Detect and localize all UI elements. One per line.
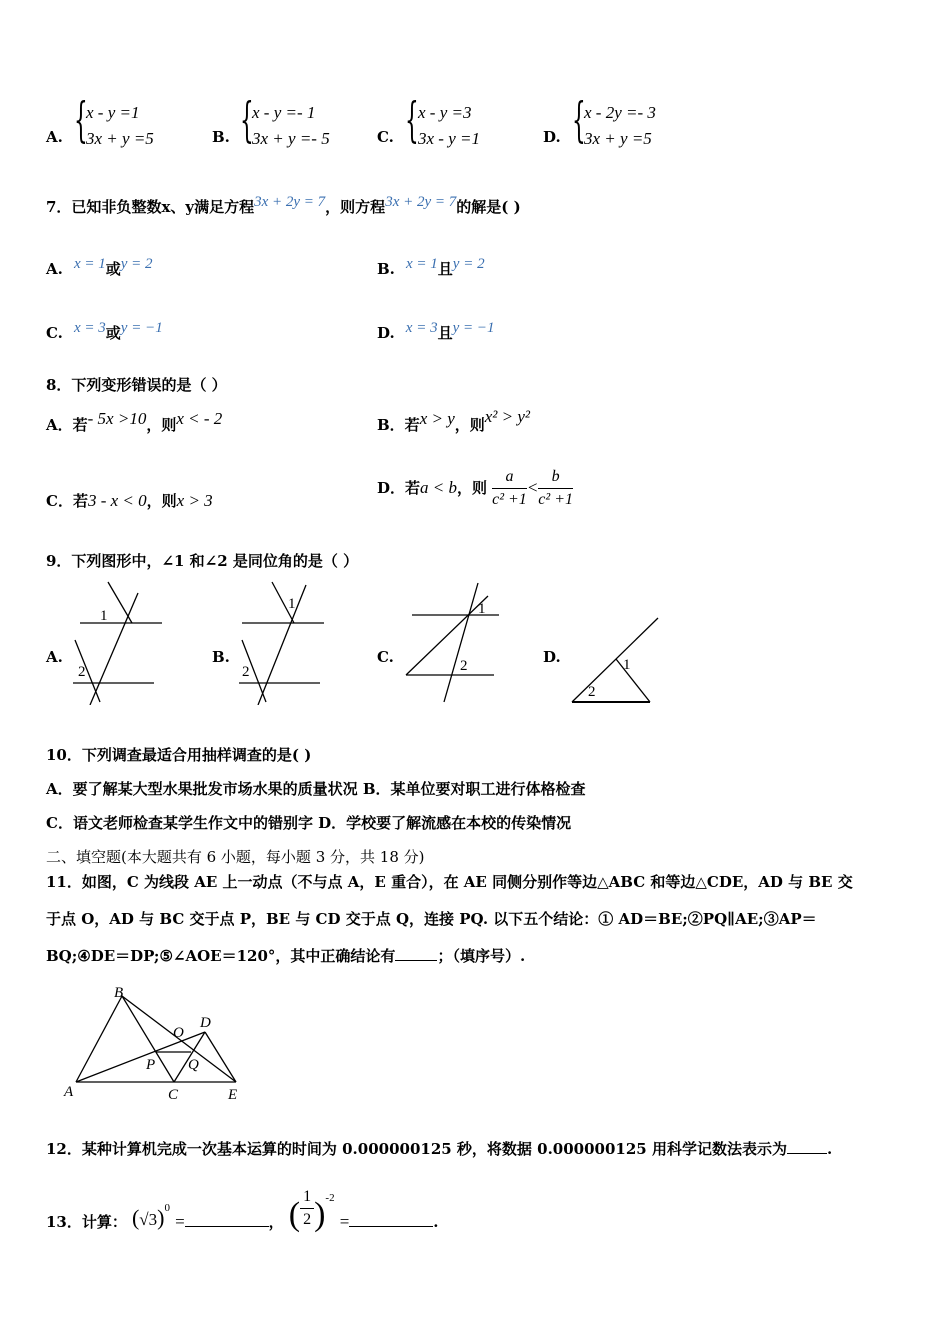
q8-option-a-result: x < - 2 xyxy=(176,409,223,428)
q6-option-c-eq1: x - y =3 xyxy=(418,103,472,122)
q13-comma: ， xyxy=(268,1213,284,1231)
segment-ad xyxy=(76,1032,205,1082)
q6-option-c-eq2: 3x - y =1 xyxy=(418,129,480,148)
q12-text: 12．某种计算机完成一次基本运算的时间为 0.000000125 秒，将数据 0.000000125 用科学记数法表示为 xyxy=(46,1140,787,1158)
point-b-label: B xyxy=(114,985,124,1001)
q10-options-line-1: A．要了解某大型水果批发市场水果的质量状况 B．某单位要对职工进行体格检查 xyxy=(46,780,586,798)
q7-option-a-part1: x = 1 xyxy=(73,256,106,272)
q7-option-d-part1: x = 3 xyxy=(405,320,438,336)
q7-option-b-conj: 且 xyxy=(437,260,453,278)
q11-figure xyxy=(60,982,250,1104)
fraction-numerator: a xyxy=(492,466,527,489)
angle-1-label: 1 xyxy=(100,608,108,624)
q7-option-c-part2: y = −1 xyxy=(120,320,163,336)
transversal-line xyxy=(444,583,478,702)
q13-paren-close: ) xyxy=(157,1205,165,1230)
q13-paren-close-2: ) xyxy=(314,1196,326,1233)
segment-ab xyxy=(76,996,122,1082)
q8-option-c xyxy=(46,490,213,511)
q7-option-d-conj: 且 xyxy=(437,324,453,342)
q9-option-d-label: D. xyxy=(543,648,561,666)
angle-2-label: 2 xyxy=(588,684,596,700)
angle-2-label: 2 xyxy=(460,658,468,674)
q7-option-d-label: D. xyxy=(377,324,395,342)
q8-option-c-result: x > 3 xyxy=(176,491,213,510)
q8-option-b-label: B．若 xyxy=(377,416,420,434)
point-o-label: O xyxy=(173,1025,184,1041)
q6-option-b-system xyxy=(252,100,330,152)
q9-figure-b xyxy=(236,580,331,705)
fraction-numerator: 1 xyxy=(300,1186,314,1209)
q7-option-a xyxy=(46,258,153,279)
point-c-label: C xyxy=(168,1087,179,1103)
side-line xyxy=(616,659,650,702)
q6-option-a-label: A. xyxy=(46,128,63,146)
fraction-denominator: c² +1 xyxy=(538,491,573,508)
q11-line-1: 11．如图，C 为线段 AE 上一动点（不与点 A，E 重合），在 AE 同侧分别作等边△ABC 和等边△CDE，AD 与 BE 交 xyxy=(46,873,853,891)
q8-option-a xyxy=(46,409,223,435)
q7-option-b-part2: y = 2 xyxy=(452,256,485,272)
q13-equals-1: = xyxy=(175,1212,185,1231)
q11-answer-blank[interactable] xyxy=(395,960,437,961)
q13-fraction xyxy=(300,1186,314,1231)
q6-option-c-system xyxy=(418,100,480,152)
q8-option-d-condition: a < b xyxy=(420,478,457,497)
fraction-numerator: b xyxy=(538,466,573,489)
transversal-line xyxy=(90,593,138,705)
q11-line-3 xyxy=(46,945,525,966)
q7-prefix: 7．已知非负整数x、y满足方程 xyxy=(46,198,255,216)
point-q-label: Q xyxy=(188,1057,199,1073)
fraction-denominator: 2 xyxy=(303,1211,312,1228)
q13-label: 13．计算： xyxy=(46,1213,127,1231)
q6-option-b-label: B. xyxy=(212,128,230,146)
q7-option-c-conj: 或 xyxy=(105,324,121,342)
q8-option-d-then: ，则 xyxy=(457,479,488,497)
transversal-line xyxy=(108,582,132,623)
q8-option-a-label: A．若 xyxy=(46,416,88,434)
q8-option-b xyxy=(377,407,531,435)
q7-stem xyxy=(46,196,521,217)
q7-equation: 3x + 2y = 7 xyxy=(254,194,326,210)
q6-option-c-label: C. xyxy=(377,128,394,146)
point-d-label: D xyxy=(200,1015,211,1031)
q7-option-a-part2: y = 2 xyxy=(120,256,153,272)
q7-option-c xyxy=(46,322,163,343)
q8-option-a-then: ，则 xyxy=(146,416,177,434)
q8-option-d-fraction-1 xyxy=(492,466,527,511)
q13-sqrt3: √3 xyxy=(139,1210,158,1229)
q13-answer-blank-1[interactable] xyxy=(185,1226,269,1227)
q8-option-d-label: D．若 xyxy=(377,479,421,497)
q7-option-a-conj: 或 xyxy=(105,260,121,278)
transversal-line xyxy=(258,585,306,705)
q8-option-c-condition: 3 - x < 0 xyxy=(87,491,147,510)
segment-de xyxy=(205,1032,236,1082)
q6-option-d-eq2: 3x + y =5 xyxy=(584,129,652,148)
q6-option-b-brace: { xyxy=(240,92,254,148)
angle-2-label: 2 xyxy=(78,664,86,680)
q13-equals-2: = xyxy=(339,1212,350,1231)
q12 xyxy=(46,1138,832,1159)
q13-exponent-1: 0 xyxy=(164,1202,170,1214)
q13-end: . xyxy=(433,1213,439,1231)
q11-line-3-text: BQ;④DE＝DP;⑤∠AOE＝120°，其中正确结论有 xyxy=(46,947,396,965)
q7-option-c-part1: x = 3 xyxy=(74,320,106,336)
q7-option-b-label: B. xyxy=(377,260,395,278)
q7-option-c-label: C. xyxy=(46,324,63,342)
q8-option-a-condition: - 5x >10 xyxy=(87,409,147,428)
q8-option-d xyxy=(377,466,573,511)
q7-suffix: 的解是( ) xyxy=(456,198,521,216)
q6-option-d-system xyxy=(584,100,656,152)
q6-option-c-brace: { xyxy=(405,92,419,148)
q7-option-d xyxy=(377,322,495,343)
q11-line-2: 于点 O，AD 与 BC 交于点 P，BE 与 CD 交于点 Q，连接 PQ. 以下五个结论：① AD＝BE;②PQ∥AE;③AP＝ xyxy=(46,910,817,928)
q10-options-line-2: C．语文老师检查某学生作文中的错别字 D．学校要了解流感在本校的传染情况 xyxy=(46,814,572,832)
q13-exponent-2: -2 xyxy=(325,1192,335,1204)
point-a-label: A xyxy=(64,1084,74,1100)
transversal-line xyxy=(572,618,658,702)
q7-option-b xyxy=(377,258,485,279)
q8-option-d-less-than: < xyxy=(526,478,539,497)
fraction-denominator: c² +1 xyxy=(492,491,527,508)
q9-option-b-label: B. xyxy=(212,648,230,666)
q7-mid: ，则方程 xyxy=(325,198,386,216)
transversal-line xyxy=(406,596,488,675)
q8-stem: 8．下列变形错误的是（ ） xyxy=(46,376,227,394)
q13-paren-open-2: ( xyxy=(288,1196,301,1233)
q9-option-a-label: A. xyxy=(46,648,63,666)
q6-option-a-brace: { xyxy=(74,92,88,148)
section-title: 二、填空题(本大题共有 6 小题，每小题 3 分，共 18 分) xyxy=(46,848,425,866)
q9-figure-a xyxy=(70,580,165,705)
q13-answer-blank-2[interactable] xyxy=(349,1226,433,1227)
q10-stem: 10．下列调查最适合用抽样调查的是( ) xyxy=(46,746,312,764)
q12-answer-blank[interactable] xyxy=(787,1153,827,1154)
q9-stem: 9．下列图形中，∠1 和∠2 是同位角的是（ ） xyxy=(46,552,359,570)
q6-option-d-label: D. xyxy=(543,128,561,146)
q13-paren-open: ( xyxy=(131,1205,140,1230)
point-p-label: P xyxy=(146,1057,156,1073)
q7-equation-2: 3x + 2y = 7 xyxy=(385,194,457,210)
q8-option-b-condition: x > y xyxy=(419,409,455,428)
angle-1-label: 1 xyxy=(623,657,631,673)
q7-option-d-part2: y = −1 xyxy=(452,320,495,336)
angle-1-label: 1 xyxy=(478,601,486,617)
q13 xyxy=(46,1176,439,1233)
angle-2-label: 2 xyxy=(242,664,250,680)
q9-figure-d xyxy=(568,612,663,707)
point-e-label: E xyxy=(228,1087,238,1103)
q8-option-b-then: ，则 xyxy=(454,416,485,434)
q7-option-a-label: A. xyxy=(46,260,63,278)
q9-option-c-label: C. xyxy=(377,648,394,666)
q8-option-c-label: C．若 xyxy=(46,492,88,510)
q8-option-c-then: ，则 xyxy=(146,492,177,510)
angle-1-label: 1 xyxy=(288,596,296,612)
q6-option-d-eq1: x - 2y =- 3 xyxy=(584,103,656,122)
q7-option-b-part1: x = 1 xyxy=(406,256,438,272)
q11-line-3-end: ；（填序号）. xyxy=(437,947,526,965)
q6-option-b-eq1: x - y =- 1 xyxy=(252,103,316,122)
q8-option-b-result: x² > y² xyxy=(484,407,531,426)
q6-option-a-eq1: x - y =1 xyxy=(86,103,140,122)
q6-option-a-system xyxy=(86,100,154,152)
q6-option-d-brace: { xyxy=(572,92,586,148)
q8-option-d-fraction-2 xyxy=(538,466,573,511)
q9-figure-c xyxy=(402,580,507,705)
q12-end: . xyxy=(826,1140,833,1158)
q6-option-a-eq2: 3x + y =5 xyxy=(86,129,154,148)
q6-option-b-eq2: 3x + y =- 5 xyxy=(252,129,330,148)
